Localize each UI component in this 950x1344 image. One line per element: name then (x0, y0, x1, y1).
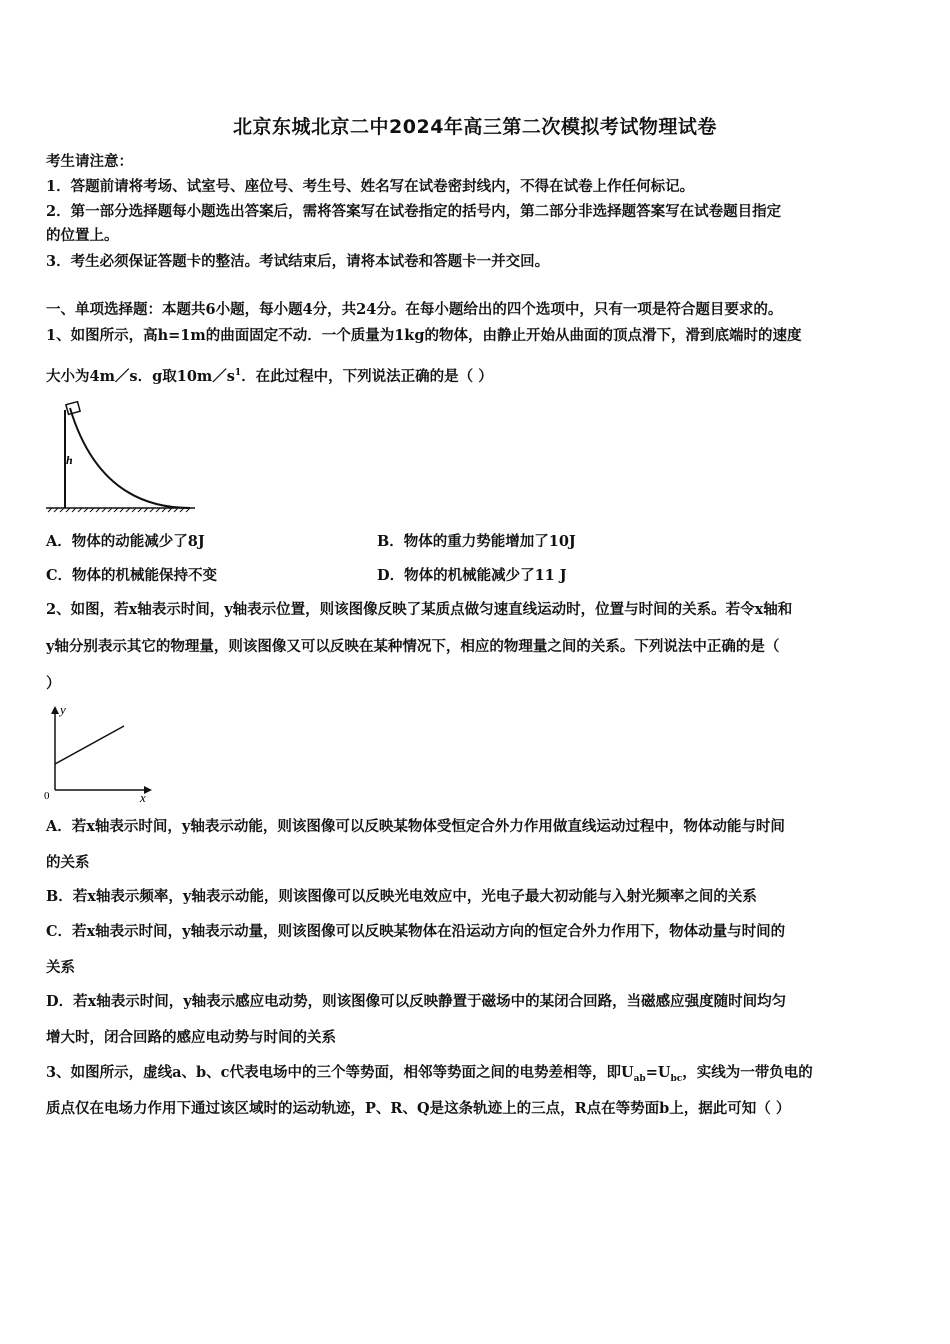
q2-option-a-line-2: 的关系 (46, 854, 90, 871)
q1-ramp-figure (40, 398, 200, 518)
q2-x-axis-label: x (140, 790, 146, 805)
q2-y-axis-label: y (60, 702, 66, 717)
q1-stem-line-2: 大小为4m／s．g取$10m/s^1$．在此过程中，下列说法正确的是（ ） (46, 367, 493, 385)
q1-option-d[interactable]: D．物体的机械能减少了11 J (377, 567, 567, 584)
q3-stem-line-2: 质点仅在电场力作用下通过该区域时的运动轨迹，P、R、Q是这条轨迹上的三点，R点在等势面b上，据此可知（ ） (46, 1100, 791, 1117)
notice-item-2-line-2: 的位置上。 (46, 227, 119, 244)
section-heading: 一、单项选择题：本题共6小题，每小题4分，共24分。在每小题给出的四个选项中，只有一项是符合题目要求的。 (46, 301, 783, 318)
q1-option-b[interactable]: B．物体的重力势能增加了10J (377, 533, 576, 550)
q2-option-c-line-2: 关系 (46, 959, 75, 976)
q2-option-c-line-1[interactable]: C．若x轴表示时间，y轴表示动量，则该图像可以反映某物体在沿运动方向的恒定合外力作用下，物体动量与时间的 (46, 923, 786, 940)
notice-item-2-line-1: 2．第一部分选择题每小题选出答案后，需将答案写在试卷指定的括号内，第二部分非选择题答案写在试卷题目指定 (46, 203, 782, 220)
q1-option-a[interactable]: A．物体的动能减少了8J (46, 533, 205, 550)
q2-origin-label: 0 (44, 790, 50, 802)
page-title: 北京东城北京二中2024年高三第二次模拟考试物理试卷 (233, 116, 717, 138)
notice-item-3: 3．考生必须保证答题卡的整洁。考试结束后，请将本试卷和答题卡一并交回。 (46, 253, 550, 270)
notice-item-1: 1．答题前请将考场、试室号、座位号、考生号、姓名写在试卷密封线内，不得在试卷上作任何标记。 (46, 178, 695, 195)
q1-height-label: h (66, 453, 73, 467)
q2-option-d-line-1[interactable]: D．若x轴表示时间，y轴表示感应电动势，则该图像可以反映静置于磁场中的某闭合回路，当磁感应强度随时间均匀 (46, 993, 787, 1010)
q3-stem-line-1: 3、如图所示，虚线a、b、c代表电场中的三个等势面，相邻等势面之间的电势差相等，即$U_{ab}=U_{bc}$，实线为一带负电的 (46, 1064, 813, 1084)
q1-stem-line-1: 1、如图所示，高h=1m的曲面固定不动．一个质量为1kg的物体，由静止开始从曲面的顶点滑下，滑到底端时的速度 (46, 327, 802, 344)
q2-stem-line-2: y轴分别表示其它的物理量，则该图像又可以反映在某种情况下，相应的物理量之间的关系。下列说法中正确的是（ (46, 638, 780, 655)
q2-stem-line-1: 2、如图，若x轴表示时间，y轴表示位置，则该图像反映了某质点做匀速直线运动时，位置与时间的关系。若令x轴和 (46, 601, 793, 618)
q2-option-a-line-1[interactable]: A．若x轴表示时间，y轴表示动能，则该图像可以反映某物体受恒定合外力作用做直线运动过程中，物体动能与时间 (46, 818, 785, 835)
q1-option-c[interactable]: C．物体的机械能保持不变 (46, 567, 218, 584)
q2-option-d-line-2: 增大时，闭合回路的感应电动势与时间的关系 (46, 1029, 336, 1046)
notice-heading: 考生请注意： (46, 153, 133, 170)
q2-stem-line-3: ） (46, 675, 61, 692)
q2-graph-figure (38, 698, 158, 808)
q2-option-b[interactable]: B．若x轴表示频率，y轴表示动能，则该图像可以反映光电效应中，光电子最大初动能与入射光频率之间的关系 (46, 888, 757, 905)
